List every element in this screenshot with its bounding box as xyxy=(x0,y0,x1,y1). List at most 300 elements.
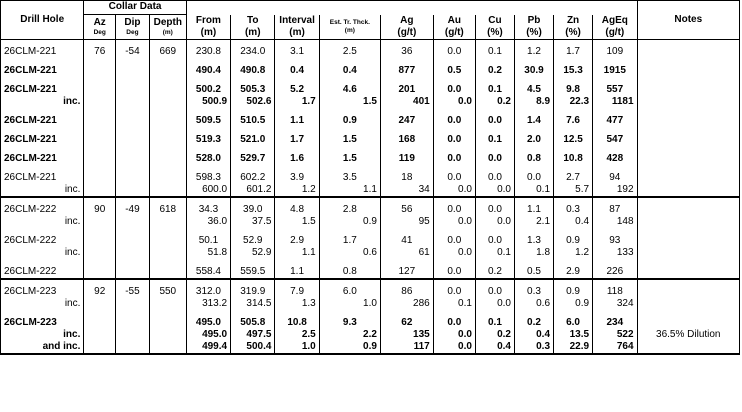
header-dip-label: Dip xyxy=(124,16,141,28)
cell-ageq-sub-value: 192 xyxy=(616,183,634,195)
cell-hole xyxy=(1,108,84,127)
header-ag-label: Ag xyxy=(400,14,414,26)
header-depth-label: Depth xyxy=(153,16,182,28)
cell-au xyxy=(433,165,475,197)
cell-az xyxy=(84,310,116,354)
cell-interval-sub-value: 1.0 xyxy=(301,340,316,352)
cell-from-value: 490.4 xyxy=(195,64,221,76)
cell-ageq xyxy=(593,146,637,165)
cell-zn-value: 9.8 xyxy=(566,83,580,95)
cell-zn xyxy=(554,77,593,108)
cell-zn-value: 10.8 xyxy=(563,152,583,164)
cell-from-value: 598.3 xyxy=(195,171,221,183)
header-depth xyxy=(149,15,186,40)
cell-from-value: 230.8 xyxy=(195,45,221,57)
cell-hole xyxy=(1,39,84,58)
cell-cu xyxy=(475,146,514,165)
cell-ageq-value: 226 xyxy=(606,265,624,277)
cell-to-sub-value: 52.9 xyxy=(251,246,272,258)
cell-pb xyxy=(514,58,553,77)
cell-to xyxy=(231,127,275,146)
cell-est-sub-value: 1.5 xyxy=(363,95,377,107)
cell-from-value: 558.4 xyxy=(195,265,221,277)
cell-zn-value: 2.9 xyxy=(566,265,580,277)
cell-interval xyxy=(275,197,319,228)
cell-interval-value: 1.1 xyxy=(290,114,305,126)
cell-hole xyxy=(1,279,84,310)
cell-zn xyxy=(554,279,593,310)
cell-from-sub-value: 499.4 xyxy=(202,340,228,352)
cell-au xyxy=(433,127,475,146)
cell-ageq-value: 109 xyxy=(606,45,624,57)
header-notes: Notes xyxy=(637,1,739,40)
cell-from xyxy=(186,39,230,58)
cell-pb-value: 4.5 xyxy=(527,83,541,95)
cell-pb xyxy=(514,197,553,228)
cell-cu xyxy=(475,77,514,108)
cell-zn-sub-value: 13.5 xyxy=(569,328,590,340)
cell-interval-value: 1.1 xyxy=(290,265,305,277)
cell-ag-value: 62 xyxy=(401,316,413,328)
header-ageq-label: AgEq xyxy=(601,14,628,26)
cell-pb-value: 1.1 xyxy=(527,203,541,215)
header-au-label: Au xyxy=(447,14,461,26)
cell-hole-value: 26CLM-223 xyxy=(4,316,57,328)
cell-hole xyxy=(1,127,84,146)
cell-est-value: 1.5 xyxy=(342,152,357,164)
cell-interval-value: 1.6 xyxy=(290,152,305,164)
cell-est xyxy=(319,279,380,310)
cell-au-value: 0.0 xyxy=(447,114,462,126)
cell-ag-sub-value: 117 xyxy=(413,340,430,352)
cell-depth xyxy=(149,279,186,310)
cell-cu xyxy=(475,127,514,146)
cell-to xyxy=(231,310,275,354)
cell-pb-value: 30.9 xyxy=(524,64,544,76)
cell-depth xyxy=(149,77,186,108)
cell-from-sub-value: 495.0 xyxy=(202,328,228,340)
cell-ageq-sub-value: 522 xyxy=(616,328,634,340)
cell-hole-sub-value: and inc. xyxy=(42,340,81,352)
cell-hole xyxy=(1,165,84,197)
cell-ageq xyxy=(593,228,637,259)
cell-ageq-value: 547 xyxy=(606,133,624,145)
cell-notes-value: 36.5% Dilution xyxy=(656,328,721,340)
header-est-unit: (m) xyxy=(344,26,355,34)
cell-ag xyxy=(380,39,433,58)
cell-pb xyxy=(514,165,553,197)
cell-cu xyxy=(475,165,514,197)
cell-est xyxy=(319,259,380,279)
table-row xyxy=(1,127,740,146)
cell-az-value: 92 xyxy=(94,285,106,297)
cell-ageq-value: 118 xyxy=(606,285,623,297)
cell-cu-value: 0.1 xyxy=(488,316,502,328)
cell-ag-sub-value: 61 xyxy=(418,246,430,258)
cell-az xyxy=(84,39,116,58)
cell-interval-sub-value: 1.1 xyxy=(301,246,316,258)
cell-hole-sub-value: inc. xyxy=(63,95,81,107)
cell-ag xyxy=(380,279,433,310)
cell-cu-value: 0.1 xyxy=(488,45,502,57)
cell-pb xyxy=(514,146,553,165)
cell-au xyxy=(433,259,475,279)
header-from xyxy=(186,15,230,40)
cell-dip xyxy=(116,197,150,228)
cell-to-sub-value: 502.6 xyxy=(246,95,272,107)
cell-pb-value: 0.8 xyxy=(527,152,541,164)
cell-ageq xyxy=(593,279,637,310)
cell-pb xyxy=(514,39,553,58)
cell-ageq xyxy=(593,39,637,58)
cell-dip xyxy=(116,58,150,77)
cell-ag xyxy=(380,77,433,108)
header-collar-data: Collar Data xyxy=(84,1,186,15)
cell-au-value: 0.0 xyxy=(447,285,462,297)
cell-ageq xyxy=(593,108,637,127)
cell-ag-value: 119 xyxy=(398,152,415,164)
cell-interval-sub-value: 1.5 xyxy=(301,215,316,227)
cell-depth xyxy=(149,39,186,58)
header-dip-unit: Deg xyxy=(126,28,139,36)
cell-est-value: 1.7 xyxy=(342,234,357,246)
cell-est-value: 2.8 xyxy=(342,203,357,215)
cell-est-sub-value: 2.2 xyxy=(363,328,377,340)
cell-hole-value: 26CLM-223 xyxy=(4,285,57,297)
cell-interval-value: 3.9 xyxy=(290,171,305,183)
cell-interval-value: 2.9 xyxy=(290,234,305,246)
cell-az xyxy=(84,77,116,108)
cell-zn-sub-value: 0.4 xyxy=(575,215,590,227)
cell-ageq-sub-value: 764 xyxy=(616,340,634,352)
cell-ag xyxy=(380,259,433,279)
cell-az-value: 76 xyxy=(94,45,106,57)
cell-from-value: 495.0 xyxy=(195,316,221,328)
cell-to-sub-value: 37.5 xyxy=(251,215,272,227)
cell-au-value: 0.0 xyxy=(447,152,462,164)
cell-interval xyxy=(275,58,319,77)
cell-to-value: 52.9 xyxy=(243,234,263,246)
cell-est-value: 9.3 xyxy=(342,316,357,328)
cell-to-value: 319.9 xyxy=(240,285,266,297)
cell-to xyxy=(231,197,275,228)
cell-ageq xyxy=(593,127,637,146)
cell-to xyxy=(231,39,275,58)
cell-au-value: 0.0 xyxy=(447,203,462,215)
cell-hole xyxy=(1,259,84,279)
cell-from-value: 312.0 xyxy=(195,285,221,297)
cell-dip-value: -55 xyxy=(125,285,140,297)
cell-depth xyxy=(149,108,186,127)
cell-hole xyxy=(1,146,84,165)
cell-dip-value: -54 xyxy=(125,45,140,57)
cell-notes xyxy=(637,146,739,165)
cell-from-sub-value: 600.0 xyxy=(202,183,228,195)
cell-est-value: 4.6 xyxy=(342,83,357,95)
cell-depth xyxy=(149,165,186,197)
cell-depth-value: 550 xyxy=(159,285,177,297)
cell-ageq xyxy=(593,259,637,279)
cell-interval-sub-value: 1.7 xyxy=(301,95,316,107)
header-zn xyxy=(554,15,593,40)
cell-ag xyxy=(380,310,433,354)
header-pb-label: Pb xyxy=(527,14,541,26)
cell-zn-value: 0.3 xyxy=(566,203,580,215)
cell-interval xyxy=(275,146,319,165)
cell-hole-value: 26CLM-221 xyxy=(4,83,57,95)
cell-interval-sub-value: 2.5 xyxy=(301,328,316,340)
header-az-unit: Deg xyxy=(93,28,106,36)
cell-est xyxy=(319,108,380,127)
cell-hole-sub-value: inc. xyxy=(64,246,81,258)
table-row xyxy=(1,228,740,259)
cell-interval xyxy=(275,310,319,354)
cell-ag-value: 877 xyxy=(398,64,416,76)
cell-ag-value: 247 xyxy=(398,114,416,126)
cell-pb-sub-value: 1.8 xyxy=(536,246,551,258)
cell-az xyxy=(84,146,116,165)
cell-est-sub-value: 0.6 xyxy=(363,246,377,258)
cell-notes xyxy=(637,197,739,228)
cell-hole-value: 26CLM-221 xyxy=(4,152,57,164)
cell-to-sub-value: 497.5 xyxy=(246,328,272,340)
cell-to-sub-value: 314.5 xyxy=(246,297,272,309)
cell-ageq-sub-value: 133 xyxy=(616,246,634,258)
cell-zn-sub-value: 22.9 xyxy=(569,340,590,352)
header-ageq xyxy=(593,15,637,40)
cell-to-sub-value: 500.4 xyxy=(246,340,272,352)
header-est-label: Est. Tr. Thck. xyxy=(329,18,370,26)
cell-az xyxy=(84,197,116,228)
cell-au xyxy=(433,108,475,127)
cell-from xyxy=(186,259,230,279)
cell-ag-sub-value: 401 xyxy=(413,95,430,107)
cell-hole-value: 26CLM-222 xyxy=(4,265,57,277)
cell-az xyxy=(84,279,116,310)
cell-est-value: 2.5 xyxy=(342,45,357,57)
cell-dip-value: -49 xyxy=(125,203,140,215)
cell-from xyxy=(186,197,230,228)
cell-interval xyxy=(275,165,319,197)
cell-interval-sub-value: 1.2 xyxy=(301,183,316,195)
cell-dip xyxy=(116,165,150,197)
header-cu-label: Cu xyxy=(488,14,502,26)
header-ag-unit: (g/t) xyxy=(397,26,417,38)
cell-interval xyxy=(275,279,319,310)
cell-az-value: 90 xyxy=(94,203,106,215)
cell-zn xyxy=(554,127,593,146)
cell-from xyxy=(186,228,230,259)
cell-cu xyxy=(475,310,514,354)
cell-zn xyxy=(554,39,593,58)
header-from-label: From xyxy=(195,14,221,26)
cell-cu-sub-value: 0.0 xyxy=(497,297,511,309)
cell-interval xyxy=(275,259,319,279)
cell-pb xyxy=(514,259,553,279)
cell-hole-sub-value: inc. xyxy=(64,215,81,227)
cell-dip xyxy=(116,279,150,310)
cell-est-value: 0.9 xyxy=(342,114,357,126)
cell-from-sub-value: 36.0 xyxy=(207,215,228,227)
cell-au-sub-value: 0.0 xyxy=(458,183,472,195)
table-row xyxy=(1,310,740,354)
cell-au-value: 0.0 xyxy=(447,83,462,95)
cell-interval-value: 5.2 xyxy=(290,83,305,95)
cell-pb-sub-value: 2.1 xyxy=(536,215,551,227)
cell-hole xyxy=(1,58,84,77)
cell-pb-value: 1.2 xyxy=(527,45,541,57)
cell-cu xyxy=(475,39,514,58)
cell-ageq-value: 234 xyxy=(606,316,624,328)
cell-zn-sub-value: 0.9 xyxy=(575,297,590,309)
cell-ageq-value: 428 xyxy=(606,152,624,164)
cell-zn xyxy=(554,228,593,259)
cell-ag xyxy=(380,127,433,146)
cell-ag xyxy=(380,108,433,127)
cell-cu-value: 0.0 xyxy=(488,171,502,183)
cell-ag xyxy=(380,228,433,259)
cell-au-sub-value: 0.0 xyxy=(458,95,472,107)
cell-from xyxy=(186,310,230,354)
header-az-label: Az xyxy=(93,16,106,28)
cell-pb-sub-value: 0.1 xyxy=(536,183,551,195)
cell-to-value: 521.0 xyxy=(240,133,266,145)
cell-to xyxy=(231,279,275,310)
cell-from-sub-value: 51.8 xyxy=(207,246,228,258)
cell-zn xyxy=(554,259,593,279)
cell-interval-sub-value: 1.3 xyxy=(301,297,316,309)
table-row xyxy=(1,165,740,197)
cell-ageq-value: 87 xyxy=(609,203,621,215)
cell-notes xyxy=(637,228,739,259)
cell-au-sub-value: 0.0 xyxy=(458,246,472,258)
cell-dip xyxy=(116,39,150,58)
cell-ag-value: 41 xyxy=(401,234,413,246)
cell-interval xyxy=(275,108,319,127)
cell-cu xyxy=(475,58,514,77)
cell-pb-value: 1.3 xyxy=(527,234,541,246)
cell-dip xyxy=(116,127,150,146)
cell-from-value: 519.3 xyxy=(195,133,221,145)
table-row xyxy=(1,197,740,228)
header-to-label: To xyxy=(247,14,259,26)
cell-hole-value: 26CLM-221 xyxy=(4,133,57,145)
cell-pb-value: 1.4 xyxy=(527,114,541,126)
cell-au xyxy=(433,228,475,259)
cell-interval xyxy=(275,77,319,108)
cell-cu-sub-value: 0.4 xyxy=(497,340,511,352)
cell-zn-value: 6.0 xyxy=(566,316,580,328)
header-zn-label: Zn xyxy=(566,14,580,26)
cell-ag-value: 168 xyxy=(398,133,416,145)
cell-depth xyxy=(149,228,186,259)
cell-au-value: 0.0 xyxy=(447,316,462,328)
cell-zn xyxy=(554,108,593,127)
cell-ag-sub-value: 135 xyxy=(413,328,430,340)
cell-to xyxy=(231,77,275,108)
cell-cu-value: 0.0 xyxy=(488,114,502,126)
cell-pb-value: 0.5 xyxy=(527,265,541,277)
cell-zn-sub-value: 5.7 xyxy=(575,183,590,195)
cell-ag-sub-value: 286 xyxy=(413,297,430,309)
cell-cu-value: 0.1 xyxy=(488,83,502,95)
cell-from xyxy=(186,279,230,310)
cell-notes xyxy=(637,279,739,310)
cell-from xyxy=(186,127,230,146)
table-row xyxy=(1,58,740,77)
table-row xyxy=(1,108,740,127)
cell-ageq-value: 94 xyxy=(609,171,621,183)
cell-ag-value: 201 xyxy=(398,83,416,95)
cell-dip xyxy=(116,310,150,354)
cell-au-value: 0.0 xyxy=(447,133,462,145)
table-row xyxy=(1,146,740,165)
cell-zn-sub-value: 22.3 xyxy=(569,95,590,107)
cell-ag xyxy=(380,197,433,228)
cell-ag-value: 56 xyxy=(401,203,413,215)
cell-depth xyxy=(149,310,186,354)
header-cu xyxy=(475,15,514,40)
cell-pb-value: 2.0 xyxy=(527,133,541,145)
header-drill-hole: Drill Hole xyxy=(1,1,84,40)
cell-au-value: 0.0 xyxy=(447,234,462,246)
cell-pb xyxy=(514,310,553,354)
cell-ag xyxy=(380,165,433,197)
cell-from-value: 528.0 xyxy=(195,152,221,164)
cell-cu-value: 0.0 xyxy=(488,152,502,164)
cell-dip xyxy=(116,77,150,108)
cell-az xyxy=(84,259,116,279)
cell-ageq xyxy=(593,165,637,197)
cell-est xyxy=(319,310,380,354)
cell-cu xyxy=(475,259,514,279)
cell-au-value: 0.0 xyxy=(447,45,462,57)
cell-pb xyxy=(514,108,553,127)
cell-depth xyxy=(149,127,186,146)
cell-az xyxy=(84,127,116,146)
cell-pb-value: 0.2 xyxy=(527,316,541,328)
cell-from-value: 500.2 xyxy=(195,83,221,95)
cell-interval-value: 7.9 xyxy=(290,285,305,297)
cell-cu-sub-value: 0.2 xyxy=(497,328,511,340)
cell-est xyxy=(319,146,380,165)
cell-est xyxy=(319,39,380,58)
cell-from xyxy=(186,77,230,108)
cell-ageq-value: 1915 xyxy=(603,64,626,76)
cell-az xyxy=(84,108,116,127)
cell-pb xyxy=(514,279,553,310)
header-from-unit: (m) xyxy=(200,26,217,38)
cell-pb-sub-value: 0.3 xyxy=(536,340,551,352)
cell-hole-sub-value: inc. xyxy=(63,328,81,340)
cell-au xyxy=(433,77,475,108)
cell-from-sub-value: 500.9 xyxy=(202,95,228,107)
cell-est xyxy=(319,127,380,146)
cell-au-value: 0.5 xyxy=(447,64,462,76)
cell-ag-value: 36 xyxy=(401,45,413,57)
cell-au xyxy=(433,146,475,165)
cell-hole-value: 26CLM-222 xyxy=(4,234,57,246)
cell-az xyxy=(84,58,116,77)
cell-hole-sub-value: inc. xyxy=(64,183,81,195)
cell-interval xyxy=(275,228,319,259)
cell-cu xyxy=(475,197,514,228)
cell-zn xyxy=(554,58,593,77)
cell-cu-value: 0.2 xyxy=(488,265,502,277)
cell-pb-sub-value: 0.4 xyxy=(536,328,551,340)
header-ag xyxy=(380,15,433,40)
cell-ag xyxy=(380,58,433,77)
